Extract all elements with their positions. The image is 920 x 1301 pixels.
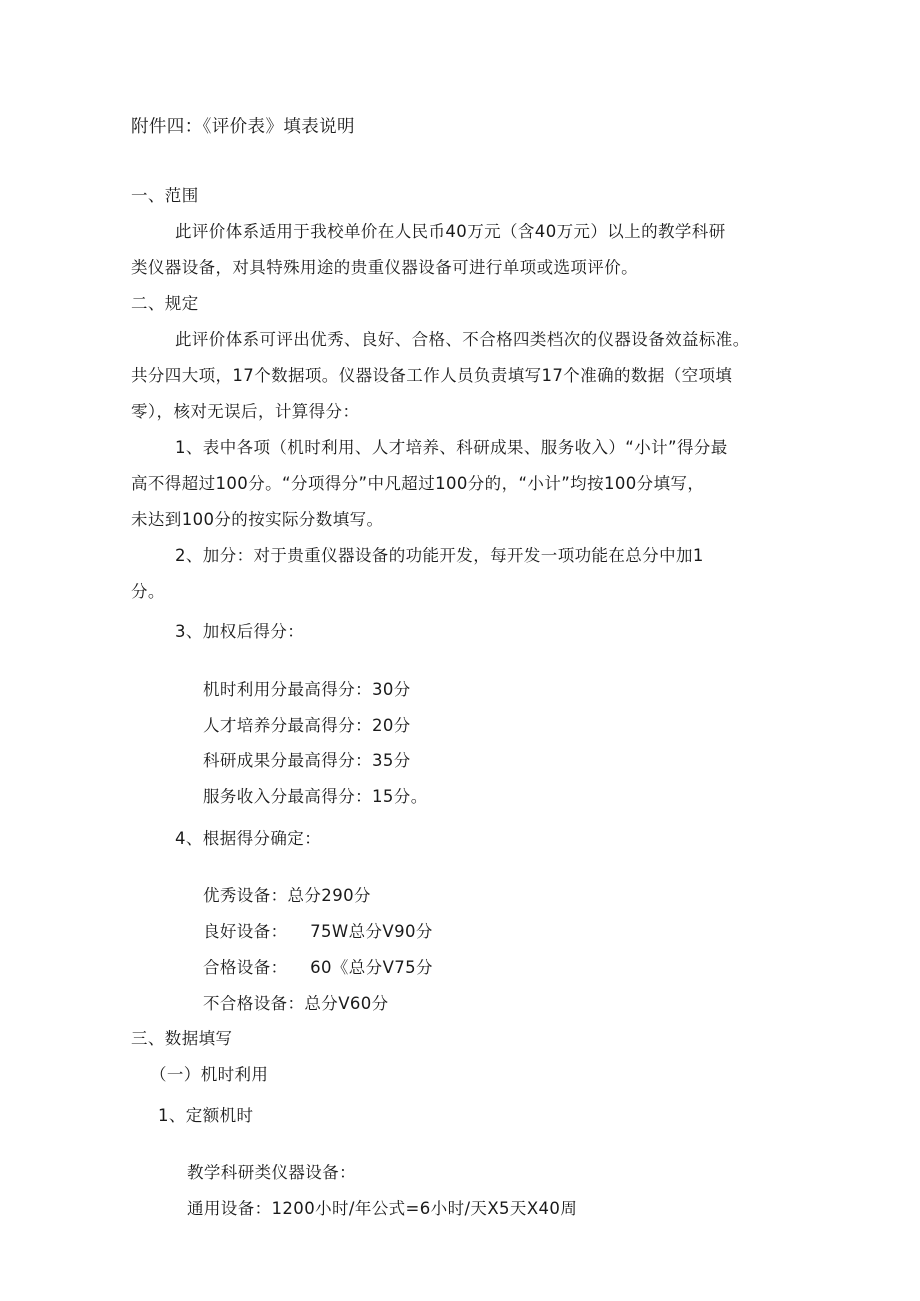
list-item-line: 1、表中各项（机时利用、人才培养、科研成果、服务收入）“小计”得分最 <box>175 438 728 457</box>
list-item-label: 3、加权后得分： <box>175 622 305 641</box>
list-item-line: 高不得超过100分。“分项得分”中凡超过100分的，“小计”均按100分填写， <box>131 474 705 493</box>
grade-line: 不合格设备：总分V60分 <box>203 994 389 1013</box>
list-item-line: 分。 <box>131 582 165 601</box>
section-heading-data: 三、数据填写 <box>131 1029 233 1048</box>
subsection-heading: （一）机时利用 <box>150 1065 269 1084</box>
paragraph-line: 零），核对无误后，计算得分： <box>131 402 360 421</box>
paragraph-line: 此评价体系适用于我校单价在人民币40万元（含40万元）以上的教学科研 <box>175 222 726 241</box>
list-item-line: 2、加分：对于贵重仪器设备的功能开发，每开发一项功能在总分中加1 <box>175 546 704 565</box>
score-line: 科研成果分最高得分：35分 <box>203 751 411 770</box>
section-heading-rules: 二、规定 <box>131 294 199 313</box>
grade-line: 优秀设备：总分290分 <box>203 886 371 905</box>
paragraph-line: 共分四大项，17个数据项。仪器设备工作人员负责填写17个准确的数据（空项填 <box>131 366 733 385</box>
section-heading-scope: 一、范围 <box>131 186 199 205</box>
paragraph-line: 类仪器设备，对具特殊用途的贵重仪器设备可进行单项或选项评价。 <box>131 258 638 277</box>
list-item-label: 1、定额机时 <box>158 1106 254 1125</box>
score-line: 机时利用分最高得分：30分 <box>203 680 411 699</box>
document-title: 附件四：《评价表》填表说明 <box>131 117 355 137</box>
list-item-label: 4、根据得分确定： <box>175 829 322 848</box>
list-item-line: 未达到100分的按实际分数填写。 <box>131 510 384 529</box>
grade-line: 良好设备： 75W总分V90分 <box>203 922 433 941</box>
formula-line: 通用设备：1200小时/年公式=6小时/天X5天X40周 <box>187 1199 578 1218</box>
paragraph-line: 此评价体系可评出优秀、良好、合格、不合格四类档次的仪器设备效益标准。 <box>175 330 750 349</box>
score-line: 服务收入分最高得分：15分。 <box>203 787 428 806</box>
score-line: 人才培养分最高得分：20分 <box>203 716 411 735</box>
paragraph-line: 教学科研类仪器设备： <box>187 1163 356 1182</box>
grade-line: 合格设备： 60《总分V75分 <box>203 958 433 977</box>
